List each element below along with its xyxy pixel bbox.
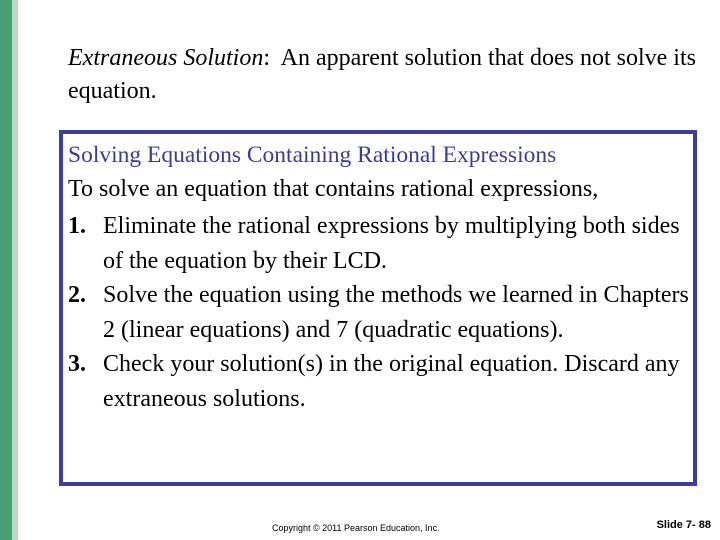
procedure-step (68, 209, 693, 278)
definition-text: An apparent solution that does not solve its equation. (68, 45, 702, 104)
definition-colon: : (263, 45, 270, 71)
procedure-steps (68, 209, 693, 416)
copyright-notice: Copyright © 2011 Pearson Education, Inc. (272, 523, 440, 533)
step-text: Check your solution(s) in the original equation. Discard any extraneous solutions. (103, 351, 680, 412)
step-number: 2. (68, 282, 86, 308)
procedure-title: Solving Equations Containing Rational Expressions (68, 142, 557, 168)
step-text: Eliminate the rational expressions by multiplying both sides of the equation by their LCD. (103, 213, 680, 274)
left-accent-stripe-edge (12, 0, 18, 540)
procedure-step (68, 347, 693, 416)
definition-paragraph (68, 42, 702, 108)
step-text: Solve the equation using the methods we learned in Chapters 2 (linear equations) and 7 (quadratic equations). (103, 282, 689, 343)
procedure-intro: To solve an equation that contains rational expressions, (68, 176, 599, 202)
left-accent-stripe (0, 0, 12, 540)
procedure-step (68, 278, 693, 347)
step-number: 3. (68, 351, 86, 377)
definition-term: Extraneous Solution (68, 45, 264, 71)
step-number: 1. (68, 213, 86, 239)
slide-number: Slide 7- 88 (656, 519, 711, 531)
